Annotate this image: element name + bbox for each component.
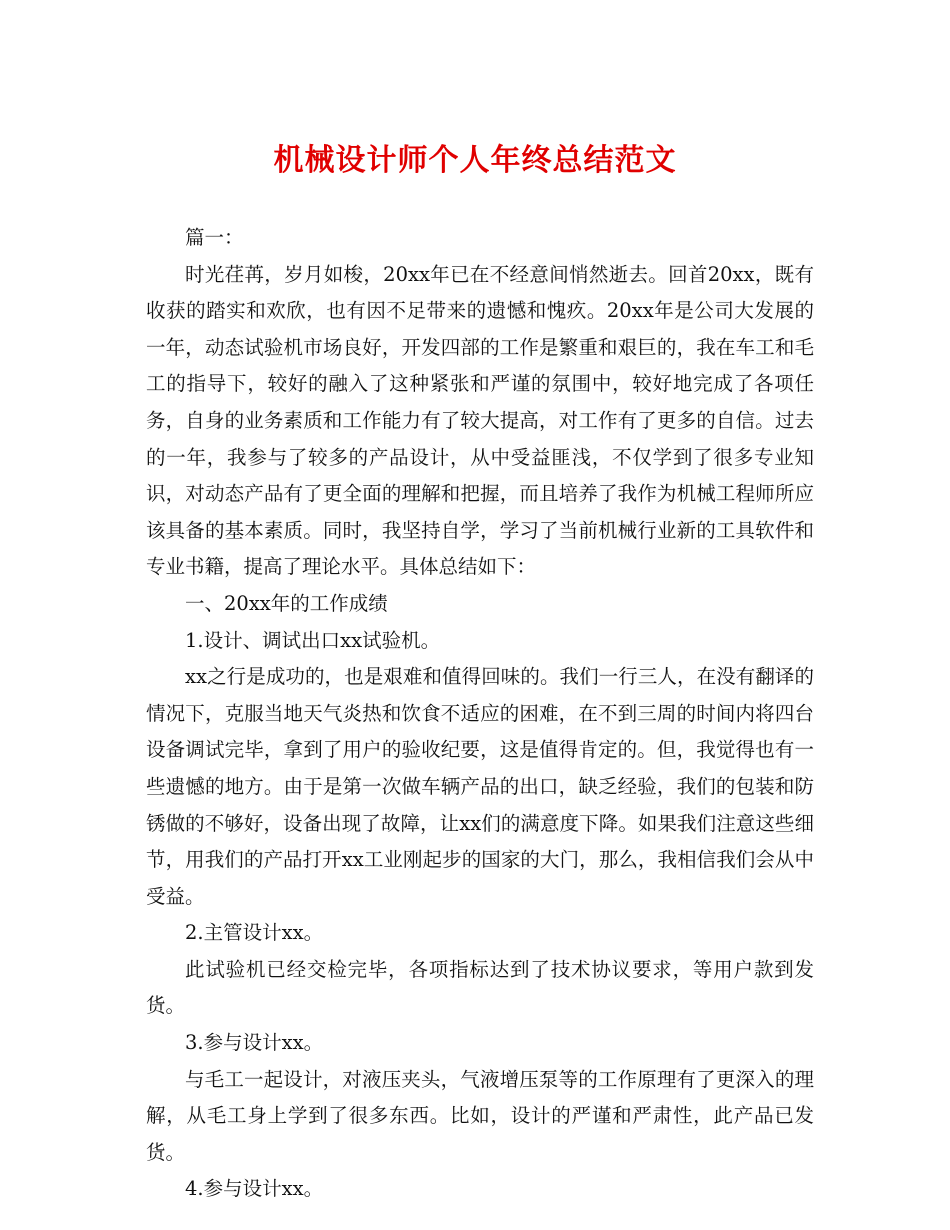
intro-paragraph: 时光荏苒，岁月如梭，20xx年已在不经意间悄然逝去。回首20xx，既有收获的踏实和欢欣，也有因不足带来的遗憾和愧疚。20xx年是公司大发展的一年，动态试验机市场良好，开发四部的工作是繁重和艰巨的，我在车工和毛工的指导下，较好的融入了这种紧张和严谨的氛围中，较好地完成了各项任务，自身的业务素质和工作能力有了较大提高，对工作有了更多的自信。过去的一年，我参与了较多的产品设计，从中受益匪浅，不仅学到了很多专业知识，对动态产品有了更全面的理解和把握，而且培养了我作为机械工程师所应该具备的基本素质。同时，我坚持自学，学习了当前机械行业新的工具软件和专业书籍，提高了理论水平。具体总结如下： (146, 262, 814, 579)
item-heading: 2.主管设计xx。 (185, 921, 324, 945)
item-heading: 3.参与设计xx。 (185, 1031, 324, 1055)
document-body (146, 220, 814, 1208)
document-title: 机械设计师个人年终总结范文 (273, 143, 677, 178)
section-heading: 一、20xx年的工作成绩 (185, 591, 388, 615)
body-paragraph: xx之行是成功的，也是艰难和值得回味的。我们一行三人，在没有翻译的情况下，克服当地天气炎热和饮食不适应的困难，在不到三周的时间内将四台设备调试完毕，拿到了用户的验收纪要，这是值得肯定的。但，我觉得也有一些遗憾的地方。由于是第一次做车辆产品的出口，缺乏经验，我们的包装和防锈做的不够好，设备出现了故障，让xx们的满意度下降。如果我们注意这些细节，用我们的产品打开xx工业刚起步的国家的大门，那么，我相信我们会从中受益。 (146, 665, 814, 908)
item-heading: 1.设计、调试出口xx试验机。 (185, 628, 441, 652)
item-heading: 4.参与设计xx。 (185, 1177, 324, 1201)
body-paragraph: 与毛工一起设计，对液压夹头，气液增压泵等的工作原理有了更深入的理解，从毛工身上学到了很多东西。比如，设计的严谨和严肃性，此产品已发货。 (146, 1067, 814, 1164)
section-label: 篇一： (185, 226, 244, 249)
body-paragraph: 此试验机已经交检完毕，各项指标达到了技术协议要求，等用户款到发货。 (146, 957, 814, 1018)
